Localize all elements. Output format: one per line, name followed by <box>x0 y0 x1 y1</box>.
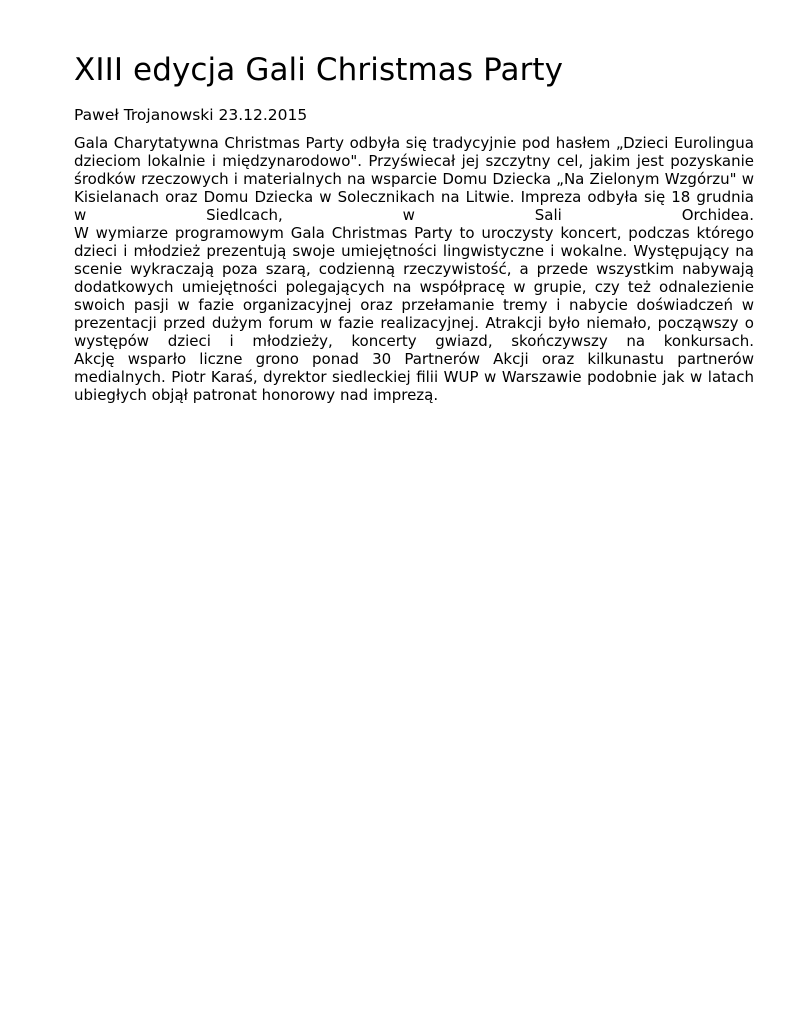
article-paragraph-2: W wymiarze programowym Gala Christmas Party to uroczysty koncert, podczas którego dzieci i młodzież prezentują swoje umiejętności lingwistyczne i wokalne. Występujący na scenie wykraczają poza szarą, codzienną rzeczywistość, a przede wszystkim nabywają dodatkowych umiejętności polegających na współpracę w grupie, czy też odnalezienie swoich pasji w fazie organizacyjnej oraz przełamanie tremy i nabycie doświadczeń w prezentacji przed dużym forum w fazie realizacyjnej. Atrakcji było niemało, począwszy o występów dzieci i młodzieży, koncerty gwiazd, skończywszy na konkursach. <box>74 224 754 350</box>
article-paragraph-1: Gala Charytatywna Christmas Party odbyła się tradycyjnie pod hasłem „Dzieci Eurolingua dzieciom lokalnie i międzynarodowo". Przyświecał jej szczytny cel, jakim jest pozyskanie środków rzeczowych i materialnych na wsparcie Domu Dziecka „Na Zielonym Wzgórzu" w Kisielanach oraz Domu Dziecka w Solecznikach na Litwie. Impreza odbyła się 18 grudnia w Siedlcach, w Sali Orchidea. <box>74 134 754 224</box>
article-title: XIII edycja Gali Christmas Party <box>74 52 564 88</box>
article-paragraph-3: Akcję wsparło liczne grono ponad 30 Partnerów Akcji oraz kilkunastu partnerów medialnych. Piotr Karaś, dyrektor siedleckiej filii WUP w Warszawie podobnie jak w latach ubiegłych objął patronat honorowy nad imprezą. <box>74 350 754 404</box>
article-body <box>74 134 754 404</box>
article-byline: Paweł Trojanowski 23.12.2015 <box>74 106 308 124</box>
